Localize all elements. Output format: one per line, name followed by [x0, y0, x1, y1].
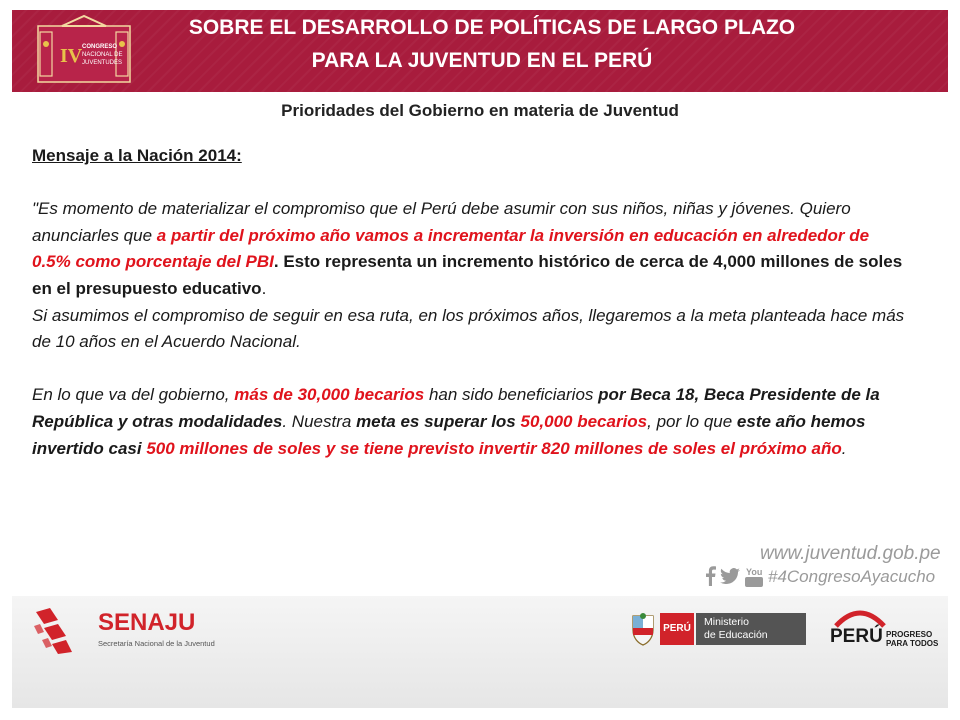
header-banner [12, 10, 948, 92]
website-url[interactable]: www.juventud.gob.pe [760, 543, 941, 564]
header-title-line-2: PARA LA JUVENTUD EN EL PERÚ [311, 49, 653, 72]
header-title-line-1: SOBRE EL DESARROLLO DE POLÍTICAS DE LARGO PLAZO [188, 16, 796, 39]
footer-bar [12, 596, 948, 708]
spacer [32, 356, 912, 383]
svg-text:IV: IV [60, 45, 83, 67]
svg-text:CONGRESO: CONGRESO [82, 44, 118, 50]
peru-brand-word: PERÚ [830, 626, 883, 647]
peru-brand-logo [830, 606, 950, 656]
peru-shield-icon [630, 613, 656, 647]
paragraph-2: Si asumimos el compromiso de seguir en esa ruta, en los próximos años, llegaremos a la meta planteada hace más de 10 años en el Acuerdo Nacional. [32, 305, 905, 352]
ministry-line-2: de Educación [704, 629, 768, 641]
p3-meta: meta es superar los [356, 411, 521, 431]
p3-end: . [841, 438, 847, 458]
p3-highlight-amount: 500 millones de soles y se tiene previsto invertir 820 millones de soles el próximo año [146, 438, 842, 458]
svg-text:You: You [746, 567, 763, 577]
p3-intro: En lo que va del gobierno, [32, 385, 235, 405]
paragraph-3 [32, 382, 912, 462]
hashtag[interactable]: #4CongresoAyacucho [768, 567, 936, 586]
peru-label: PERÚ [660, 613, 694, 645]
p1-historic-increase: Esto representa un incremento histórico de cerca de 4,000 millones de soles en el presupuesto educativo [32, 252, 903, 298]
senaju-name: SENAJU [98, 609, 196, 636]
peru-brand-arc [832, 606, 888, 628]
p1-highlight-education: a partir del próximo año vamos a incrementar la inversión en educación en alrededor de 0.5% como porcentaje del PBI [32, 225, 870, 272]
minedu-logo [630, 611, 820, 651]
twitter-icon[interactable] [720, 568, 740, 584]
message-heading: Mensaje a la Nación 2014: [32, 146, 242, 165]
p3-becas: por Beca 18, Beca Presidente de la República y otras modalidades [32, 385, 880, 431]
p1-intro: "Es momento de materializar el compromiso que el Perú debe asumir con sus niños, niñas y jóvenes. Quiero anunciarles que [32, 199, 851, 245]
p3-highlight-goal: 50,000 becarios [520, 411, 648, 431]
p3-highlight-becarios: más de 30,000 becarios [234, 385, 425, 405]
p3-investment: este año hemos invertido casi [32, 411, 866, 458]
p3-text: , por lo que [647, 411, 737, 431]
content-body [32, 143, 912, 462]
p1-end: . [261, 278, 267, 298]
p3-text: han sido beneficiarios [424, 385, 599, 405]
spacer [32, 170, 912, 197]
senaju-tagline: Secretaría Nacional de la Juventud [98, 639, 215, 648]
youtube-icon[interactable] [744, 566, 764, 588]
p1-period: . [273, 252, 284, 272]
ministry-line-1: Ministerio [704, 616, 749, 628]
congress-logo [32, 14, 136, 86]
paragraph-1 [32, 196, 912, 302]
peru-brand-slogan [886, 630, 938, 648]
svg-text:JUVENTUDES: JUVENTUDES [82, 60, 123, 66]
facebook-icon[interactable] [704, 566, 716, 586]
ministry-label [696, 613, 806, 645]
slogan-line-1: PROGRESO [886, 630, 933, 639]
page-subtitle: Prioridades del Gobierno en materia de Juventud [281, 101, 679, 120]
senaju-emblem [32, 606, 92, 654]
p3-text: . Nuestra [282, 411, 357, 431]
senaju-logo [32, 606, 215, 654]
svg-text:NACIONAL DE: NACIONAL DE [82, 52, 123, 58]
slogan-line-2: PARA TODOS [886, 639, 939, 648]
